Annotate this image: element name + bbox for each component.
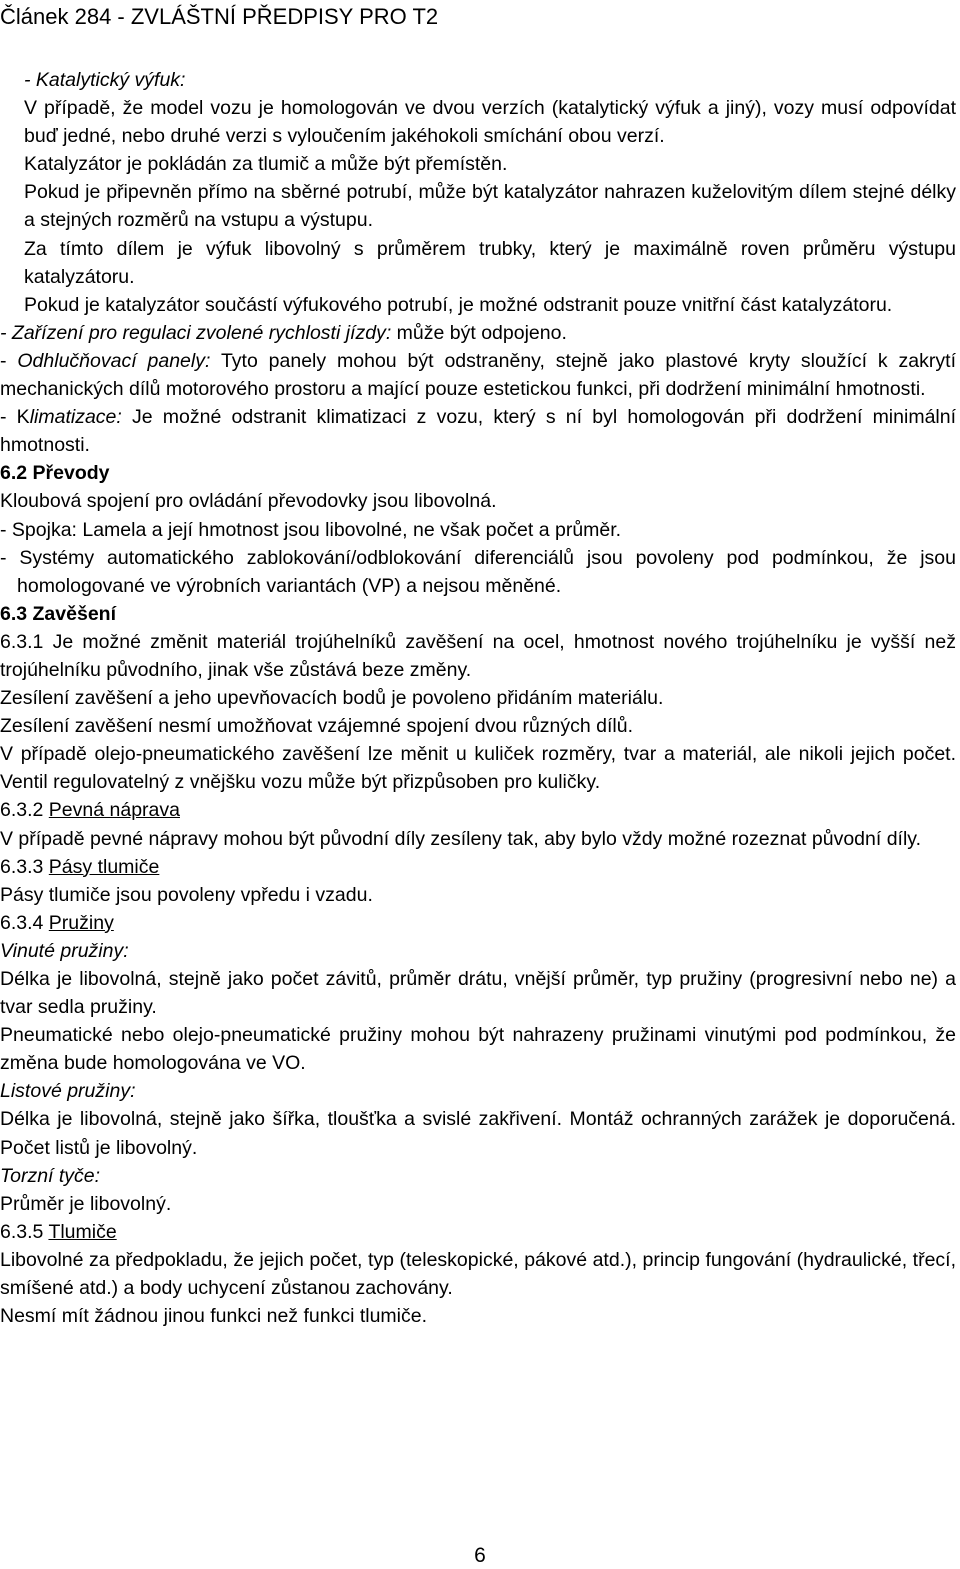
dampers-paragraph-1: Libovolné za předpokladu, že jejich počet, typ (teleskopické, pákové atd.), princip fungování (hydraulické, třecí, smíšené atd.) a body uchycení zůstanou zachovány.: [0, 1248, 956, 1300]
document-body: [0, 66, 956, 1330]
axle-paragraph: V případě pevné nápravy mohou být původní díly zesíleny tak, aby bylo vždy možné rozeznat původní díly.: [0, 827, 922, 850]
coil-springs-paragraph-1: Délka je libovolná, stejně jako počet závitů, průměr drátu, vnější průměr, typ pružiny (progresivní nebo ne) a tvar sedla pružiny.: [0, 968, 956, 1019]
axle-title: Pevná náprava: [48, 799, 180, 822]
transmission-number: 6.: [0, 462, 17, 485]
catalytic-paragraph-2: Katalyzátor je pokládán za tlumič a může být přemístěn.: [24, 153, 508, 176]
catalytic-section: [0, 66, 956, 319]
soundproofing-label: Odhlučňovací panely:: [17, 349, 211, 372]
speed-limiter-paragraph: [0, 319, 956, 347]
speed-limiter-label: - Zařízení pro regulaci zvolené rychlosti jízdy:: [0, 321, 392, 344]
catalytic-paragraph-4: Za tímto dílem je výfuk libovolný s průměrem trubky, který je maximálně roven průměru výstupu katalyzátoru.: [24, 237, 956, 288]
suspension-paragraph-1: 6.3.1 Je možné změnit materiál trojúhelníků zavěšení na ocel, hmotnost nového trojúhelníku je vyšší než trojúhelníku původního, jinak vše zůstává beze změny.: [0, 630, 956, 681]
transmission-title: 2 Převody: [16, 462, 110, 485]
suspension-paragraph-2: Zesílení zavěšení a jeho upevňovacích bodů je povoleno přidáním materiálu.: [0, 687, 664, 710]
axle-number: 6.3.2: [0, 799, 49, 822]
dampers-number: 6.3.5: [0, 1220, 49, 1243]
suspension-paragraph-3: Zesílení zavěšení nesmí umožňovat vzájemné spojení dvou různých dílů.: [0, 715, 633, 738]
transmission-heading: [0, 459, 956, 487]
transmission-paragraph-2: - Spojka: Lamela a její hmotnost jsou libovolné, ne však počet a průměr.: [0, 518, 622, 541]
soundproofing-paragraph: [0, 347, 956, 403]
aircon-text: Je možné odstranit klimatizaci z vozu, který s ní byl homologován při dodržení minimální hmotnosti.: [0, 406, 957, 457]
soundproofing-text: Tyto panely mohou být odstraněny, stejně jako plastové kryty sloužící k zakrytí mechanických dílů motorového prostoru a mající pouze estetickou funkci, při dodržení minimální hmotnosti.: [0, 349, 956, 401]
speed-limiter-text: může být odpojeno.: [391, 321, 567, 344]
aircon-prefix: - K: [0, 406, 30, 429]
torsion-bars-label: Torzní tyče:: [0, 1164, 101, 1187]
torsion-bars-paragraph: Průměr je libovolný.: [0, 1192, 172, 1215]
leaf-springs-paragraph: Délka je libovolná, stejně jako šířka, tloušťka a svislé zakřivení. Montáž ochranných zarážek je doporučená. Počet listů je libovolný.: [0, 1108, 956, 1159]
dampers-heading: [0, 1218, 956, 1246]
soundproofing-prefix: -: [0, 349, 18, 372]
catalytic-paragraph-1: V případě, že model vozu je homologován ve dvou verzích (katalytický výfuk a jiný), vozy musí odpovídat buď jedné, nebo druhé verzi s vyloučením jakéhokoli smíchání obou verzí.: [24, 97, 956, 148]
leaf-springs-label: Listové pružiny:: [0, 1080, 136, 1103]
catalytic-paragraph-3: Pokud je připevněn přímo na sběrné potrubí, může být katalyzátor nahrazen kuželovitým dílem stejné délky a stejných rozměrů na vstupu a výstupu.: [24, 181, 956, 232]
straps-paragraph: Pásy tlumiče jsou povoleny vpředu i vzadu.: [0, 883, 373, 906]
springs-heading: [0, 909, 956, 937]
dampers-paragraph-2: Nesmí mít žádnou jinou funkci než funkci tlumiče.: [0, 1305, 428, 1328]
aircon-paragraph: [0, 403, 956, 459]
springs-number: 6.3.4: [0, 911, 49, 934]
catalytic-paragraph-5: Pokud je katalyzátor součástí výfukového potrubí, je možné odstranit pouze vnitřní část katalyzátoru.: [24, 293, 893, 316]
suspension-paragraph-4: V případě olejo-pneumatického zavěšení lze měnit u kuliček rozměry, tvar a materiál, ale nikoli jejich počet. Ventil regulovatelný z vnějšku vozu může být přizpůsoben pro kuličky.: [0, 743, 956, 794]
suspension-heading: 6.3 Zavěšení: [0, 602, 116, 625]
page-header: Článek 284 - ZVLÁŠTNÍ PŘEDPISY PRO T2: [0, 4, 439, 29]
coil-springs-label: Vinuté pružiny:: [0, 939, 129, 962]
straps-title: Pásy tlumiče: [48, 855, 160, 878]
transmission-paragraph-1: Kloubová spojení pro ovládání převodovky jsou libovolná.: [0, 490, 497, 513]
catalytic-heading: - Katalytický výfuk:: [24, 69, 186, 91]
straps-heading: [0, 853, 956, 881]
page-number: 6: [474, 1544, 486, 1567]
dampers-title: Tlumiče: [48, 1220, 117, 1243]
aircon-label: limatizace:: [29, 406, 122, 429]
coil-springs-paragraph-2: Pneumatické nebo olejo-pneumatické pružiny mohou být nahrazeny pružinami vinutými pod podmínkou, že změna bude homologována ve VO.: [0, 1024, 956, 1075]
transmission-paragraph-3: - Systémy automatického zablokování/odblokování diferenciálů jsou povoleny pod podmínkou, že jsou homologované ve výrobních variantách (VP) a nejsou měněné.: [0, 546, 956, 597]
springs-title: Pružiny: [48, 911, 114, 934]
axle-heading: [0, 796, 956, 824]
straps-number: 6.3.3: [0, 855, 49, 878]
